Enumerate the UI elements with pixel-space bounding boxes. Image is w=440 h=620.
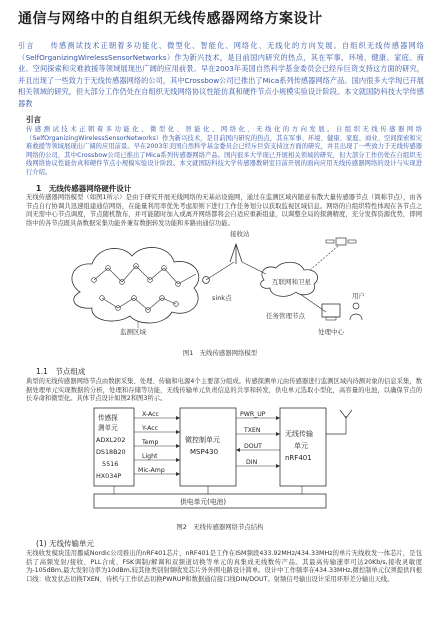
figure-1-network-model xyxy=(60,222,380,340)
svg-text:传感探: 传感探 xyxy=(98,414,118,422)
svg-text:MSP430: MSP430 xyxy=(190,448,219,456)
section-1-1-paragraph: 典型的无线传感器网络节点由数据采集、处理、传输和电源4个主要部分组成。传感探测单元由传感器进行监测区域内待测对象的信息采集，数据处理单元实现数据的分析，处理和存储等功能，无线传输单元负责信息的共享和转发，供电单元选取小型化，高容量的电池，以确保节点的长寿命和微型化。具体节点设计如图2和图3所示。 xyxy=(26,378,422,403)
receiver-label: 接收站 xyxy=(230,230,250,238)
intro-paragraph: 传感测试技术正朝着多功能化、微型化、智能化、网络化、无线化的方向发展。自组织无线传感器网络（SelfOrganizingWirelessSensorNetworks）作为新兴技术，是目前国内研究的热点，其在军事、环境、健康、家庭、商业、空间探索和灾难救援等领域展现出广阔的应用前景。早在2003年美国自然科学基金委员会已经斥巨资支持这方面的研究，并且出现了一些致力于无线传感器网络的公司，其中Crossbow公司已推出了Mica系列传感器网络产品。国内很多大学现已开展相关领域的研究，但大部分工作仍处在自组织无线网络协议性能仿真和硬件节点小规模实验设计阶段。本文就国防科技大学传感器教研室目前开展的面向应用无线传感器网络的设计与实现进行介绍。 xyxy=(26,126,422,176)
figure-1-caption: 图1 无线传感器网络模型 xyxy=(182,349,258,357)
section-1-paragraph: 无线传感器网络模型（如图1所示）是由于研究开展无线网络的无基站设施网，通过在监测区域内随意布散大量传感器节点（简称节点），由各节点自行协调共迅速组建通信网络，在能量利用率优先考虑原则下进行工作任务划分以获取监视区域信息。网络的自组织特性体现在各节点之间无需中心节点调度，节点随机散布，并可能随时加入或离开网络都将会自适应重新组建，以调整全局的探测精度，充分发挥资源优势，即网络中的各节点既具备数据采集功能外兼有数据转发功能和多路由通信功能。 xyxy=(26,194,422,227)
sink-label: sink点 xyxy=(212,294,232,302)
receiver-antenna-icon xyxy=(230,244,242,264)
figure-2-node-structure xyxy=(84,404,364,516)
signal-temp: Temp xyxy=(142,439,159,446)
monitoring-area-label: 监测区域 xyxy=(120,328,146,336)
satellite-icon xyxy=(326,238,356,245)
svg-text:测单元: 测单元 xyxy=(98,424,118,432)
svg-text:nRF401: nRF401 xyxy=(285,454,312,462)
user-label: 用户 xyxy=(352,292,365,300)
user-icon xyxy=(350,303,362,320)
signal-y-acc: Y-Acc xyxy=(142,425,159,432)
section-1-heading: 1 无线传感器网络硬件设计 xyxy=(36,184,132,193)
power-unit-label: 供电单元(电池) xyxy=(180,498,227,506)
svg-text:微控制单元: 微控制单元 xyxy=(185,436,220,444)
document-title: 通信与网络中的自组织无线传感器网络方案设计 xyxy=(18,11,323,27)
mcu-block xyxy=(180,408,236,486)
signal-txen: TXEN xyxy=(244,427,261,434)
subsection-heading-rf: (1) 无线传输单元 xyxy=(36,539,95,548)
abstract-label: 引言 xyxy=(18,41,35,50)
signal-dout: DOUT xyxy=(244,443,262,450)
svg-text:单元: 单元 xyxy=(294,442,308,450)
svg-text:无线传输: 无线传输 xyxy=(285,430,313,438)
svg-text:5516: 5516 xyxy=(102,460,119,468)
subsection-paragraph-rf: 无线收发模块选用挪威Nordic公司推出的nRF401芯片，nRF401是工作在ISM频段433.92MHz/434.33MHz的单片无线收发一体芯片，是包括了高频发射/接收、PLL合成、FSK调制/解调和双频道切换等单元的真集成无线数传产品。其最高传输速率可达20Kb/s,接收灵敏度为-105dBm,最大发射功率为10dBm,较其他类别射频收发芯片外外围电路设计简单。设计中工作频率在434.33MHz,微控制单元仅须提供四根口线：收发状态切换TXEN、待机与工作状态切换PWRUP和数据通信接口线DIN/DOUT。射频信号输出设计采用环形差分输出天线。 xyxy=(26,550,422,583)
svg-text:ADXL202: ADXL202 xyxy=(96,436,126,444)
antenna-icon xyxy=(326,410,352,434)
intro-heading: 引言 xyxy=(26,115,41,124)
task-manager-label: 任务管理节点 xyxy=(266,312,305,320)
signal-mic-amp: Mic-Amp xyxy=(138,467,165,474)
multihop-route xyxy=(102,298,176,310)
section-1-1-heading: 1.1 节点组成 xyxy=(36,367,86,376)
svg-text:DS18B20: DS18B20 xyxy=(96,448,126,456)
signal-din: DIN xyxy=(246,459,258,466)
processing-center-label: 处理中心 xyxy=(318,328,344,336)
abstract-text: 传感测试技术正朝着多功能化、微型化、智能化、网络化、无线化的方向发展。自组织无线传感器网络（SelfOrganizingWirelessSensorNetworks）作为新兴技术，是目前国内研究的热点，其在军事、环境、健康、家庭、商业、空间探索和灾难救援等领域展现出广阔的应用前景。早在2003年美国自然科学基金委员会已经斥巨资支持这方面的研究，并且出现了一些致力于无线传感器网络的公司，其中Crossbow公司已推出了Mica系列传感器网络产品。国内很多大学现已开展相关领域的研究，但大部分工作仍处在自组织无线网络协议性能仿真和硬件节点小规模实验设计阶段。本文就国防科技大学传感器教 xyxy=(18,41,424,108)
signal-pwr-up: PWR_UP xyxy=(240,411,266,418)
signal-x-acc: X-Acc xyxy=(142,411,159,418)
computer-icon xyxy=(322,304,340,320)
abstract-block xyxy=(18,40,424,109)
figure-2-caption: 图2 无线传感器网络节点结构 xyxy=(176,523,264,531)
internet-label: 互联网和卫星 xyxy=(272,278,311,286)
signal-light: Light xyxy=(142,453,158,460)
svg-text:HX034P: HX034P xyxy=(96,472,122,480)
